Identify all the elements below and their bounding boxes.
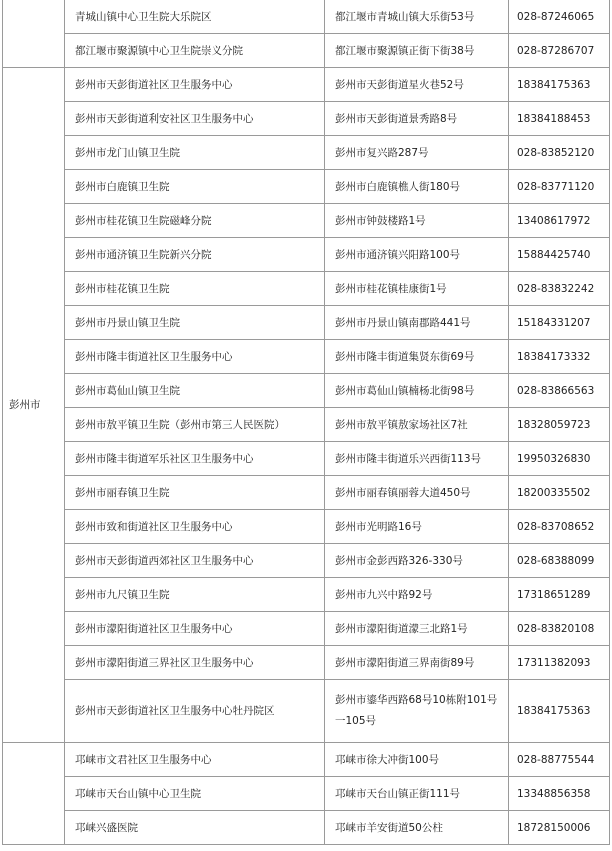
table-row: [3, 340, 610, 374]
institution-address: 彭州市钟鼓楼路1号: [325, 204, 509, 238]
institution-address: 彭州市濛阳街道三界南街89号: [325, 646, 509, 680]
institution-address: 彭州市九兴中路92号: [325, 578, 509, 612]
institution-phone: 028-88775544: [509, 743, 610, 777]
institution-phone: 13348856358: [509, 777, 610, 811]
table-row: [3, 777, 610, 811]
institution-name: 彭州市葛仙山镇卫生院: [65, 374, 325, 408]
institution-address: 彭州市通济镇兴阳路100号: [325, 238, 509, 272]
table-row: [3, 34, 610, 68]
table-body: [3, 0, 610, 845]
table-row: [3, 743, 610, 777]
institution-address: 彭州市敖平镇敖家场社区7社: [325, 408, 509, 442]
institution-phone: 17311382093: [509, 646, 610, 680]
institution-address: 彭州市天彭街道景秀路8号: [325, 102, 509, 136]
institution-name: 彭州市丹景山镇卫生院: [65, 306, 325, 340]
institution-name: 彭州市龙门山镇卫生院: [65, 136, 325, 170]
institution-name: 邛崃市天台山镇中心卫生院: [65, 777, 325, 811]
institution-address: 邛崃市羊安街道50公柱: [325, 811, 509, 845]
institution-address: 邛崃市徐大冲街100号: [325, 743, 509, 777]
table-row: [3, 510, 610, 544]
institution-name: 彭州市白鹿镇卫生院: [65, 170, 325, 204]
table-row: [3, 612, 610, 646]
institution-phone: 18384175363: [509, 680, 610, 743]
institution-phone: 18328059723: [509, 408, 610, 442]
institution-phone: 028-87246065: [509, 0, 610, 34]
institution-name: 彭州市天彭街道社区卫生服务中心: [65, 68, 325, 102]
institution-address: 彭州市光明路16号: [325, 510, 509, 544]
table-row: [3, 680, 610, 743]
table-row: [3, 442, 610, 476]
institution-phone: 028-83866563: [509, 374, 610, 408]
institution-phone: 15184331207: [509, 306, 610, 340]
institution-address: 彭州市丽春镇丽蓉大道450号: [325, 476, 509, 510]
institution-name: 彭州市丽春镇卫生院: [65, 476, 325, 510]
institution-phone: 028-68388099: [509, 544, 610, 578]
institution-name: 彭州市通济镇卫生院新兴分院: [65, 238, 325, 272]
institution-address: 彭州市天彭街道星火巷52号: [325, 68, 509, 102]
institution-phone: 17318651289: [509, 578, 610, 612]
institution-phone: 18200335502: [509, 476, 610, 510]
institution-phone: 13408617972: [509, 204, 610, 238]
institution-phone: 028-83771120: [509, 170, 610, 204]
institution-address: 邛崃市天台山镇正街111号: [325, 777, 509, 811]
institution-name: 彭州市隆丰街道军乐社区卫生服务中心: [65, 442, 325, 476]
table-row: [3, 204, 610, 238]
institution-address: 彭州市隆丰街道乐兴西街113号: [325, 442, 509, 476]
table-row: [3, 374, 610, 408]
institution-phone: 18384173332: [509, 340, 610, 374]
institution-name: 彭州市九尺镇卫生院: [65, 578, 325, 612]
institution-name: 邛崃兴盛医院: [65, 811, 325, 845]
table-row: [3, 408, 610, 442]
table-row: [3, 136, 610, 170]
institution-name: 彭州市致和街道社区卫生服务中心: [65, 510, 325, 544]
institution-address: 彭州市鎏华西路68号10栋附101号一105号: [325, 680, 509, 743]
institution-name: 彭州市敖平镇卫生院（彭州市第三人民医院）: [65, 408, 325, 442]
institution-name: 邛崃市文君社区卫生服务中心: [65, 743, 325, 777]
institution-address: 彭州市丹景山镇南郡路441号: [325, 306, 509, 340]
table-row: [3, 170, 610, 204]
district-cell: [3, 0, 65, 68]
institution-phone: 028-83820108: [509, 612, 610, 646]
institution-name: 都江堰市聚源镇中心卫生院崇义分院: [65, 34, 325, 68]
table-row: [3, 476, 610, 510]
table-row: [3, 238, 610, 272]
institution-phone: 028-83832242: [509, 272, 610, 306]
table-row: [3, 578, 610, 612]
institution-name: 彭州市桂花镇卫生院磁峰分院: [65, 204, 325, 238]
institution-phone: 18384188453: [509, 102, 610, 136]
table-row: [3, 68, 610, 102]
institution-phone: 028-83852120: [509, 136, 610, 170]
table-row: [3, 306, 610, 340]
institution-name: 彭州市天彭街道利安社区卫生服务中心: [65, 102, 325, 136]
institution-name: 彭州市濛阳街道社区卫生服务中心: [65, 612, 325, 646]
institution-phone: 18384175363: [509, 68, 610, 102]
institution-name: 彭州市桂花镇卫生院: [65, 272, 325, 306]
institution-address: 都江堰市聚源镇正街下街38号: [325, 34, 509, 68]
table-row: [3, 544, 610, 578]
institution-address: 彭州市隆丰街道集贤东街69号: [325, 340, 509, 374]
institution-address: 彭州市复兴路287号: [325, 136, 509, 170]
table-row: [3, 811, 610, 845]
institution-phone: 18728150006: [509, 811, 610, 845]
institution-address: 彭州市濛阳街道濛三北路1号: [325, 612, 509, 646]
table-row: [3, 646, 610, 680]
table-row: [3, 102, 610, 136]
table-row: [3, 272, 610, 306]
clinic-table: [2, 0, 610, 845]
district-cell: 彭州市: [3, 68, 65, 743]
institution-phone: 15884425740: [509, 238, 610, 272]
institution-address: 彭州市桂花镇桂康街1号: [325, 272, 509, 306]
institution-name: 青城山镇中心卫生院大乐院区: [65, 0, 325, 34]
district-cell: [3, 743, 65, 845]
institution-address: 都江堰市青城山镇大乐街53号: [325, 0, 509, 34]
institution-address: 彭州市金彭西路326-330号: [325, 544, 509, 578]
institution-name: 彭州市隆丰街道社区卫生服务中心: [65, 340, 325, 374]
institution-phone: 19950326830: [509, 442, 610, 476]
table-row: [3, 0, 610, 34]
institution-address: 彭州市葛仙山镇楠杨北街98号: [325, 374, 509, 408]
institution-phone: 028-87286707: [509, 34, 610, 68]
institution-name: 彭州市天彭街道西郊社区卫生服务中心: [65, 544, 325, 578]
institution-name: 彭州市天彭街道社区卫生服务中心牡丹院区: [65, 680, 325, 743]
institution-address: 彭州市白鹿镇樵人街180号: [325, 170, 509, 204]
institution-phone: 028-83708652: [509, 510, 610, 544]
institution-name: 彭州市濛阳街道三界社区卫生服务中心: [65, 646, 325, 680]
